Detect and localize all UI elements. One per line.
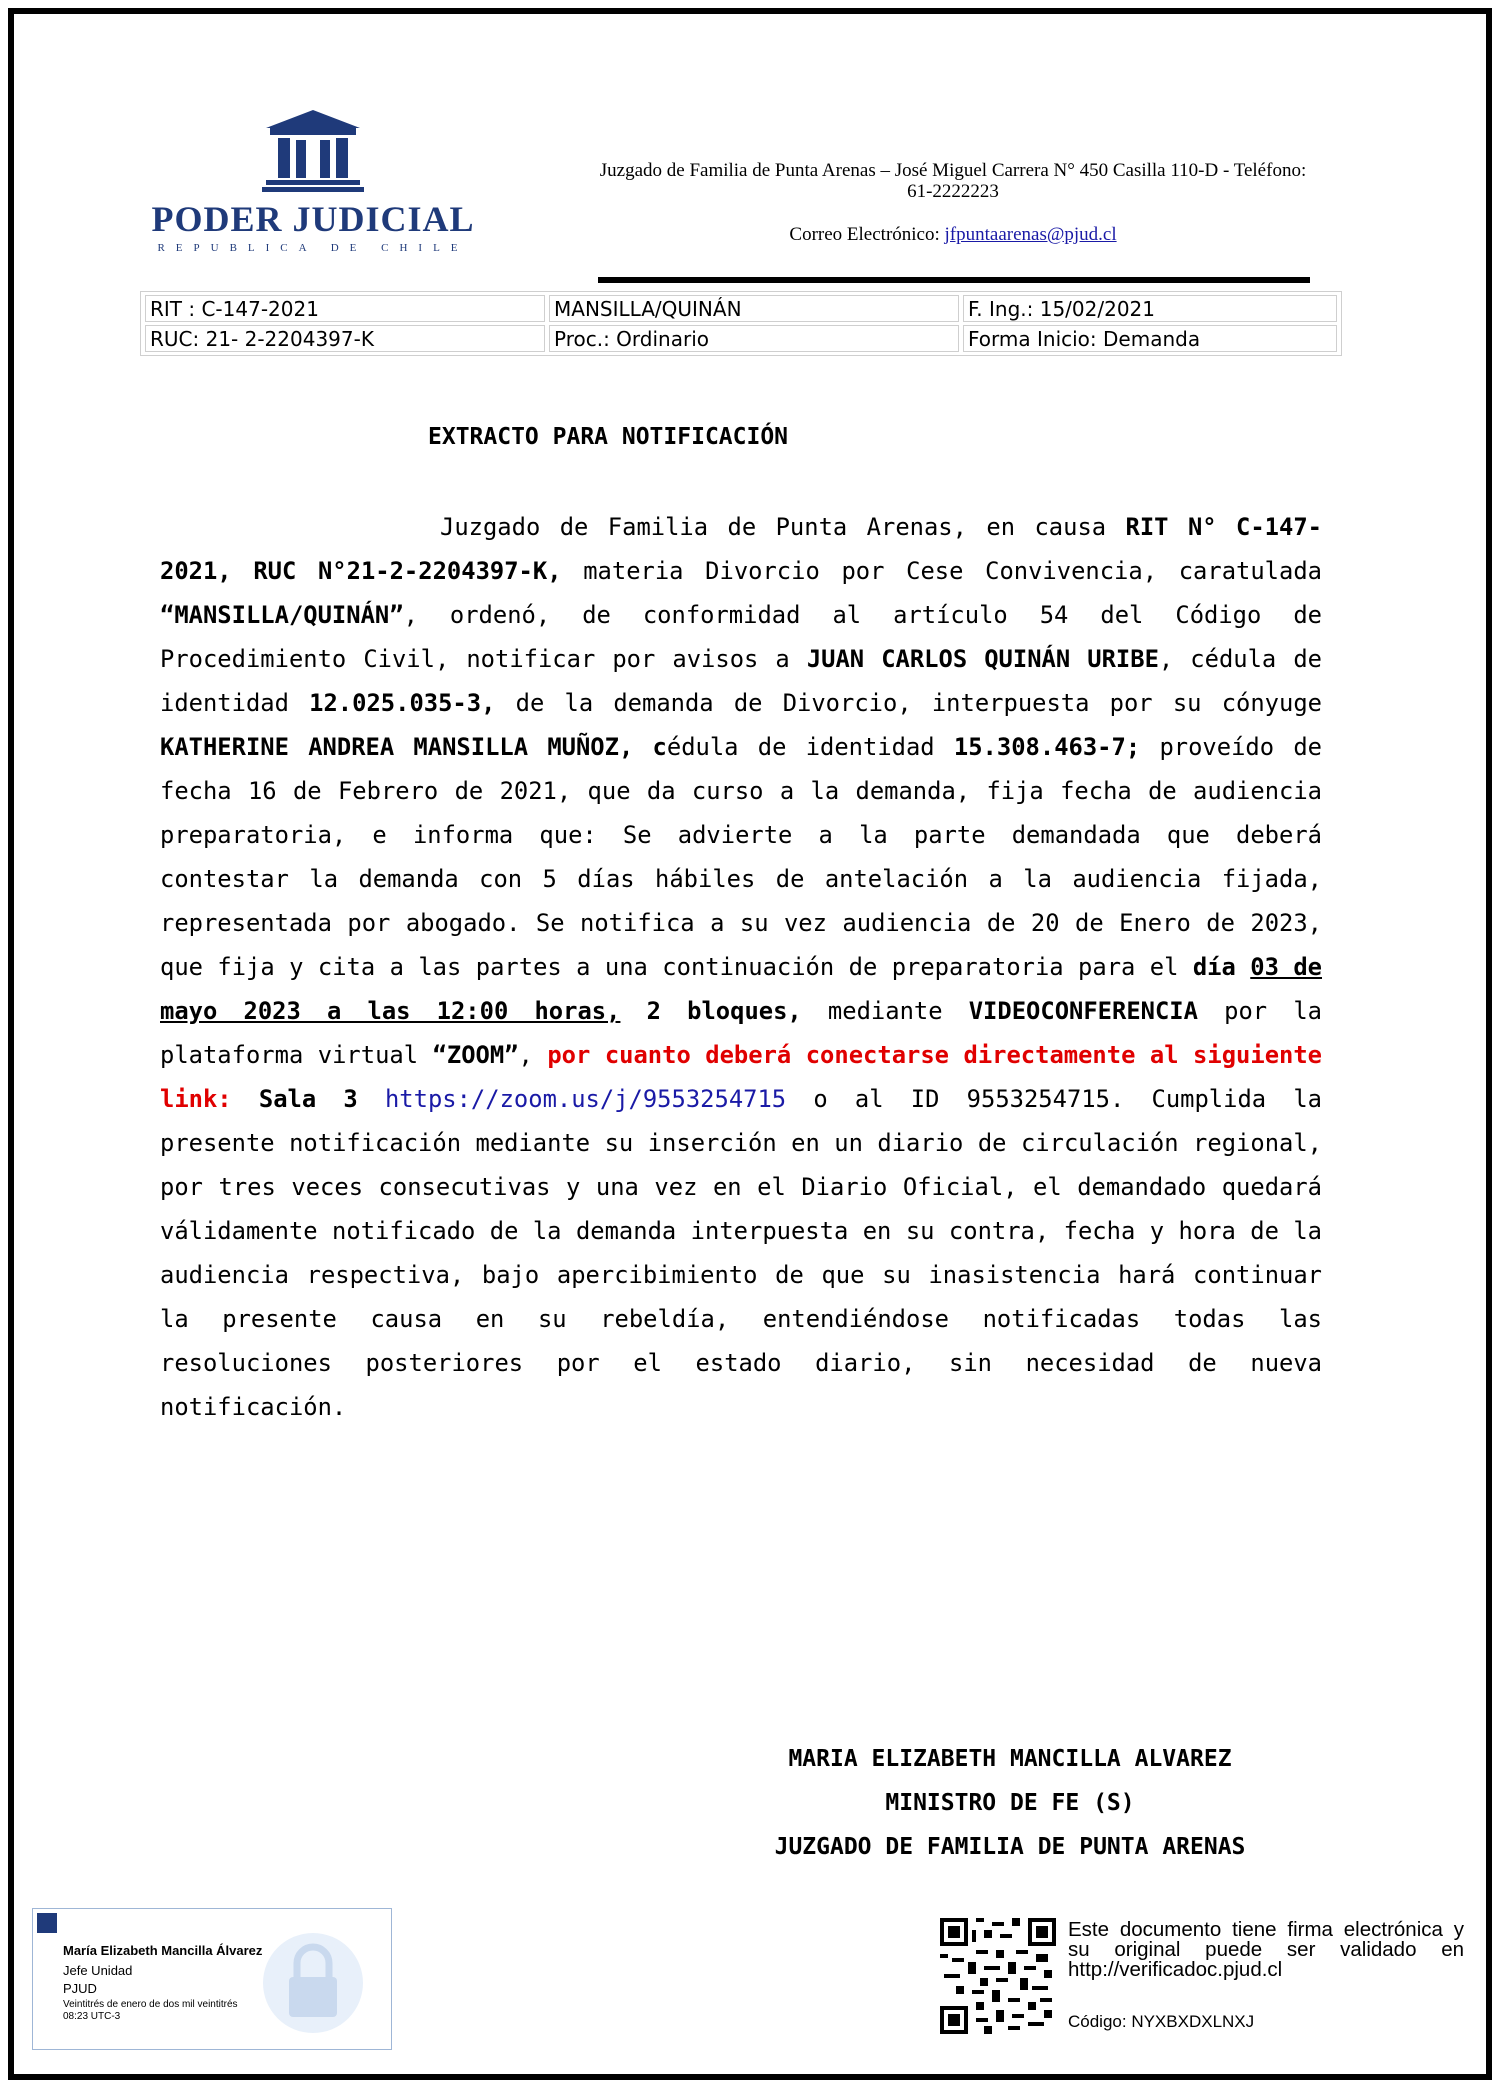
pjud-badge-icon <box>37 1913 57 1933</box>
parties-cell: MANSILLA/QUINÁN <box>549 295 959 322</box>
plaintiff-name: KATHERINE ANDREA MANSILLA MUÑOZ, c <box>160 733 667 761</box>
room-label: Sala 3 <box>231 1085 358 1113</box>
platform-name: “ZOOM” <box>432 1041 519 1069</box>
stamp-signer-name: María Elizabeth Mancilla Álvarez <box>63 1943 263 1958</box>
qr-code-icon <box>940 1918 1056 2034</box>
hearing-blocks: 2 bloques, <box>620 997 802 1025</box>
forma-cell: Forma Inicio: Demanda <box>963 325 1337 352</box>
connect-instruction: por cuanto deberá conectarse directamente al siguiente link: <box>160 1041 1322 1113</box>
document-heading: EXTRACTO PARA NOTIFICACIÓN <box>428 424 789 450</box>
defendant-name: JUAN CARLOS QUINÁN URIBE <box>806 645 1159 673</box>
org-subtitle: REPUBLICA DE CHILE <box>157 242 469 254</box>
verification-code: Código: NYXBXDXLNXJ <box>1068 2012 1255 2031</box>
signer-court: JUZGADO DE FAMILIA DE PUNTA ARENAS <box>774 1834 1246 1860</box>
poder-judicial-logo <box>148 108 478 258</box>
body-text: por la plataforma virtual <box>160 997 1322 1069</box>
plaintiff-id: 15.308.463-7; <box>953 733 1141 761</box>
case-caption: “MANSILLA/QUINÁN” <box>160 601 404 629</box>
body-text: Juzgado de Familia de Punta Arenas, en causa <box>440 513 1126 541</box>
case-info-table <box>140 291 1342 356</box>
electronic-signature-stamp <box>32 1908 392 2050</box>
courthouse-icon <box>260 108 366 192</box>
verification-text: Este documento tiene firma electrónica y su original puede ser validado en http://verificadoc.pjud.cl <box>1068 1918 1464 1981</box>
signer-title: MINISTRO DE FE (S) <box>885 1790 1135 1816</box>
stamp-date: Veintitrés de enero de dos mil veintitrés <box>63 1999 238 2010</box>
f-ing-cell: F. Ing.: 15/02/2021 <box>963 295 1337 322</box>
videoconference-label: VIDEOCONFERENCIA <box>968 997 1198 1025</box>
proc-cell: Proc.: Ordinario <box>549 325 959 352</box>
zoom-link[interactable]: https://zoom.us/j/9553254715 <box>384 1085 787 1113</box>
notification-body <box>160 505 1322 1429</box>
ruc-cell: RUC: 21- 2-2204397-K <box>145 325 545 352</box>
table-row <box>145 295 1337 322</box>
body-text: o al ID 9553254715. Cumplida la presente notificación mediante su inserción en un diario de circulación regional, por tres veces consecutivas y una vez en el Diario Oficial, el demandado quedará válidamente notificado de la demanda interpuesta en su contra, fecha y hora de la audiencia respectiva, bajo apercibimiento de que su inasistencia hará continuar la presente causa en su rebeldía, entendiéndose notificadas todas las resoluciones posteriores por el estado diario, sin necesidad de nueva notificación. <box>160 1085 1322 1421</box>
body-text: materia Divorcio por Cese Convivencia, caratulada <box>561 557 1322 585</box>
org-name: PODER JUDICIAL <box>151 199 475 239</box>
table-row <box>145 325 1337 352</box>
rit-cell: RIT : C-147-2021 <box>145 295 545 322</box>
defendant-id: 12.025.035-3, <box>309 689 496 717</box>
case-id: RIT N° C-147-2021, RUC N°21-2-2204397-K, <box>160 513 1322 585</box>
body-text: édula de identidad <box>666 733 954 761</box>
body-text: proveído de fecha 16 de Febrero de 2021, que da curso a la demanda, fija fecha de audiencia preparatoria, e informa que: Se advierte a la parte demandada que deberá contestar la demanda con 5 días hábiles de antelación a la audiencia fijada, representada por abogado. Se notifica a su vez audiencia de 20 de Enero de 2023, que fija y cita a las partes a una continuación de preparatoria para el <box>160 733 1322 981</box>
email-link[interactable]: jfpuntaarenas@pjud.cl <box>944 224 1117 245</box>
stamp-role: Jefe Unidad <box>63 1963 133 1978</box>
email-label: Correo Electrónico: <box>789 224 940 245</box>
body-text: , ordenó, de conformidad al artículo 54 del Código de Procedimiento Civil, notificar por avisos a <box>160 601 1322 673</box>
header-divider <box>598 277 1310 283</box>
signer-name: MARIA ELIZABETH MANCILLA ALVAREZ <box>788 1746 1232 1772</box>
court-email-line <box>588 224 1318 246</box>
body-text: mediante <box>801 997 969 1025</box>
body-text: de la demanda de Divorcio, interpuesta por su cónyuge <box>495 689 1322 717</box>
body-text: , cédula de identidad <box>160 645 1322 717</box>
stamp-org: PJUD <box>63 1981 97 1996</box>
hearing-date: 03 de mayo 2023 a las 12:00 horas, <box>160 953 1322 1025</box>
lock-icon <box>263 1925 363 2035</box>
body-text: , <box>518 1041 548 1069</box>
hearing-day-label: día <box>1192 953 1251 981</box>
court-address: Juzgado de Familia de Punta Arenas – José Miguel Carrera N° 450 Casilla 110-D - Teléfono: 61-2222223 <box>599 160 1307 202</box>
stamp-time: 08:23 UTC-3 <box>63 2011 121 2022</box>
